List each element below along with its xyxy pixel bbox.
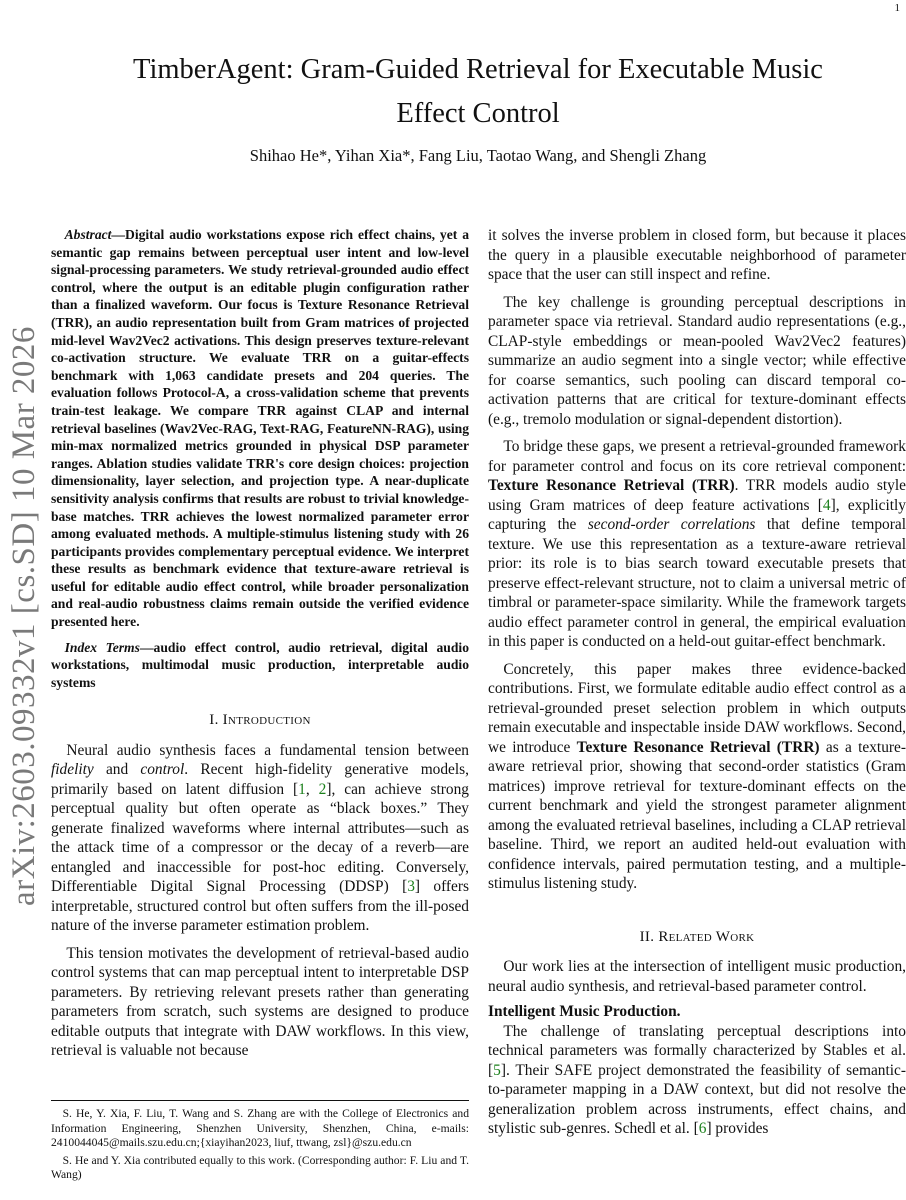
intro-paragraph-5: Concretely, this paper makes three evidence-backed contributions. First, we formulate editable audio effect control as a retrieval-grounded preset selection problem in which outputs remain executable and inspectable inside DAW workflows. Second, we introduce Texture Resonance Retrieval (TRR) as a texture-aware retrieval prior, showing that second-order statistics (Gram matrices) improve retrieval for texture-dominant effects on the current benchmark and yield the strongest parameter alignment among the evaluated retrieval baselines, including a CLAP retrieval baseline. Third, we report an audited held-out evaluation with confidence intervals, paired permutation testing, and a multiple-stimulus listening study. <box>488 660 906 892</box>
intro-paragraph-2 <box>51 944 469 1061</box>
abstract-label: Abstract <box>64 227 112 242</box>
intro-paragraph-2-text: This tension motivates the development of retrieval-based audio control systems that can map perceptual intent to interpretable DSP parameters. By retrieving relevant presets rather than generating parameters from scratch, such systems are designed to produce editable outputs that integrate with DAW workflows. In this view, retrieval is valuable not because <box>51 944 469 1060</box>
citation-link[interactable]: 6 <box>698 1120 707 1137</box>
footnote-equal-contribution: S. He and Y. Xia contributed equally to this work. (Corresponding author: F. Liu and T. Wang) <box>51 1153 469 1182</box>
citation-link[interactable]: 5 <box>493 1061 501 1079</box>
footnotes <box>51 1100 469 1183</box>
related-work-paragraph-1: Our work lies at the intersection of intelligent music production, neural audio synthesis, and retrieval-based parameter control. <box>488 958 906 995</box>
index-terms-label: Index Terms <box>64 639 140 655</box>
citation-link[interactable]: 4 <box>822 496 831 514</box>
abstract-text: —Digital audio workstations expose rich effect chains, yet a semantic gap remains between perceptual user intent and low-level signal-processing parameters. We study retrieval-grounded audio effect control, where the output is an editable plugin configuration rather than a finalized waveform. Our focus is Texture Resonance Retrieval (TRR), an audio representation built from Gram matrices of projected mid-level Wav2Vec2 activations. This design preserves texture-relevant co-activation structure. We evaluate TRR on a guitar-effects benchmark with 1,063 candidate presets and 204 queries. The evaluation follows Protocol-A, a cross-validation scheme that prevents train-test leakage. We compare TRR against CLAP and internal retrieval baselines (Wav2Vec-RAG, Text-RAG, FeatureNN-RAG), using min-max normalized metrics grounded in physical DSP parameter ranges. Ablation studies validate TRR's core design choices: projection dimensionality, layer selection, and projection type. A near-duplicate sensitivity analysis confirms that results are robust to trivial knowledge-base matches. TRR achieves the lowest normalized parameter error among evaluated methods. A multiple-stimulus listening study with 26 participants provides complementary perceptual evidence. We interpret these results as benchmark evidence that texture-aware retrieval is useful for editable audio effect control, while broader personalization and real-audio robustness claims remain outside the verified evidence presented here. <box>51 227 469 630</box>
abstract <box>51 226 469 631</box>
right-column <box>488 226 906 1139</box>
index-terms-text: —audio effect control, audio retrieval, digital audio workstations, multimodal music production, interpretable audio systems <box>51 639 469 690</box>
page-number: 1 <box>894 2 900 14</box>
left-column <box>51 226 469 1061</box>
index-terms <box>51 639 469 692</box>
intro-paragraph-2-continued <box>488 226 906 285</box>
citation-link[interactable]: 2 <box>318 780 327 798</box>
section-heading-introduction: I. Introduction <box>209 712 311 729</box>
author-list: Shihao He*, Yihan Xia*, Fang Liu, Taotao Wang, and Shengli Zhang <box>249 146 707 165</box>
intro-paragraph-2-tail: it solves the inverse problem in closed form, but because it places the query in a plausible executable neighborhood of parameter space that the user can still inspect and refine. <box>488 227 906 283</box>
intro-paragraph-3: The key challenge is grounding perceptual descriptions in parameter space via retrieval. Standard audio representations (e.g., CLAP-style embeddings or mean-pooled Wav2Vec2 features) summarize an audio segment into a single vector; while effective for coarse semantics, such pooling can discard temporal co-activation patterns that are critical for texture-dominant effects (e.g., tremolo modulation or signal-dependent distortion). <box>488 293 906 428</box>
intro-paragraph-4: To bridge these gaps, we present a retrieval-grounded framework for parameter control and focus on its core retrieval component: Texture Resonance Retrieval (TRR). TRR models audio style using Gram matrices of deep feature activations [4], explicitly capturing the second-order correlations that define temporal texture. We use this representation as a texture-aware retrieval prior: its role is to bias search toward executable presets that preserve effect-relevant structure, not to claim a universal metric of timbral or parameter-space similarity. While the framework targets audio effect parameter control in general, the empirical evaluation in this paper is conducted on a held-out guitar-effect benchmark. <box>488 438 906 650</box>
arxiv-identifier: arXiv:2603.09332v1 [cs.SD] 10 Mar 2026 <box>6 326 42 906</box>
intro-paragraph-1: Neural audio synthesis faces a fundamental tension between fidelity and control. Recent high-fidelity generative models, primarily based on latent diffusion [1, 2], can achieve strong perceptual quality but often operate as “black boxes.” They generate finalized waveforms where internal attributes—such as the attack time of a compressor or the decay of a reverb—are entangled and inaccessible for post-hoc editing. Conversely, Differentiable Digital Signal Processing (DDSP) [3] offers interpretable, structured control but often suffers from the ill-posed nature of the inverse parameter estimation problem. <box>51 741 469 935</box>
paper-title: TimberAgent: Gram-Guided Retrieval for Executable Music Effect Control <box>133 54 823 129</box>
citation-link[interactable]: 3 <box>407 878 415 896</box>
footnote-affiliations: S. He, Y. Xia, F. Liu, T. Wang and S. Zhang are with the College of Electronics and Information Engineering, Shenzhen University, Shenzhen, China, e-mails: 2410044045@mails.szu.edu.cn;{xiayihan2023, liuf, ttwang, zsl}@szu.edu.cn <box>51 1107 469 1150</box>
section-heading-related-work: II. Related Work <box>639 928 755 945</box>
subsection-heading-intelligent-music-production: Intelligent Music Production. <box>488 1003 681 1020</box>
citation-link[interactable]: 1 <box>298 780 306 798</box>
related-work-paragraph-2: The challenge of translating perceptual descriptions into technical parameters was formally characterized by Stables et al. [5]. Their SAFE project demonstrated the feasibility of semantic-to-parameter mapping in a DAW context, but did not resolve the generalization problem across instruments, effect chains, and stylistic sub-genres. Schedl et al. [6] provides <box>488 1022 906 1137</box>
